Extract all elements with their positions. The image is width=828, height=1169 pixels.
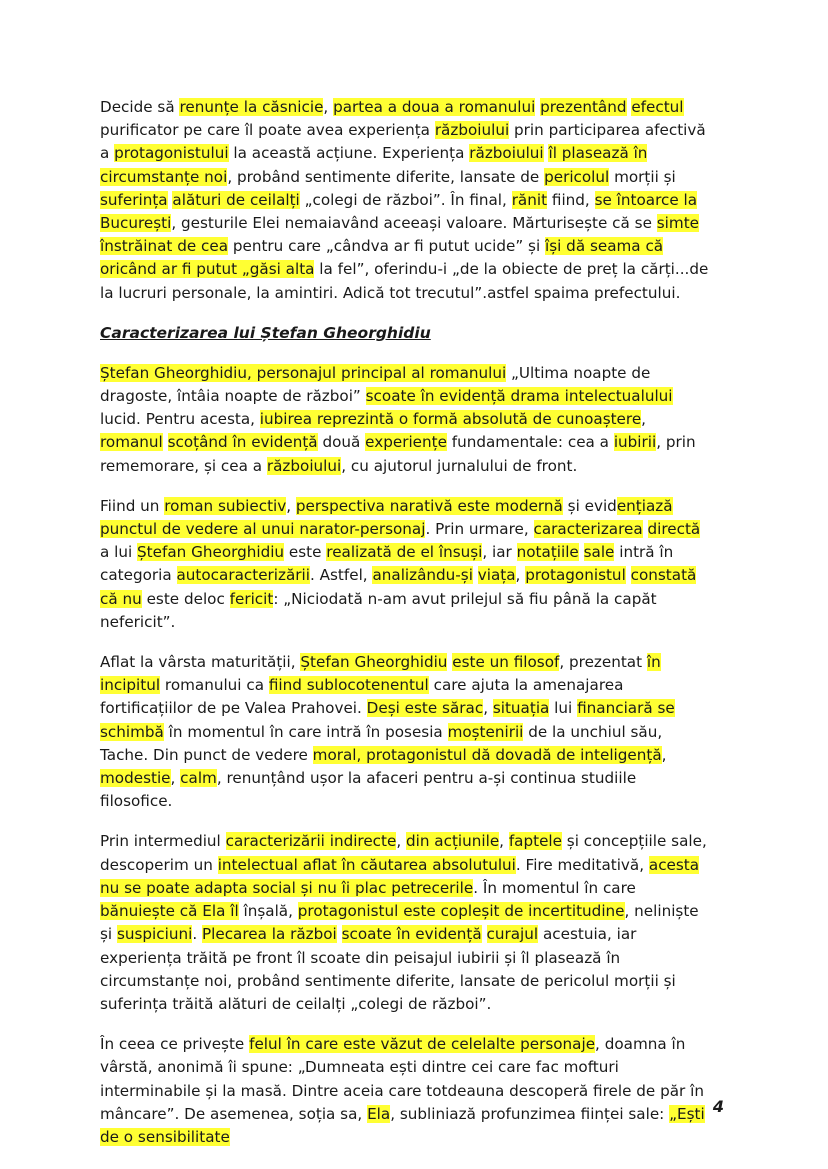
highlighted-text: „Ești de o sensibilitate — [100, 1104, 705, 1146]
text-run: a lui — [100, 543, 138, 562]
highlighted-text: iubirea reprezintă o formă absolută de cunoaștere — [259, 410, 642, 429]
highlighted-text: scoate în evidență drama intelectualului — [365, 387, 673, 406]
text-run: acestuia, iar experiența trăită pe front îl scoate din peisajul iubirii și îl plasează în circumstanțe noi, probând sentimente diferite, lansate de pericolul morții și suferința trăită alături de ceilalți „colegi de război”. — [100, 925, 676, 1013]
highlighted-text: directă — [647, 520, 701, 539]
text-run: , cu ajutorul jurnalului de front. — [341, 456, 578, 475]
highlighted-text: ențiază punctul de vedere al unui narator-personaj — [100, 496, 673, 539]
text-run — [163, 433, 168, 451]
highlighted-text: viața — [477, 566, 516, 585]
highlighted-text: romanul — [100, 433, 163, 452]
paragraph — [100, 651, 710, 813]
highlighted-text: partea a doua a romanului — [333, 98, 536, 116]
highlighted-text: din acțiunile — [405, 832, 500, 851]
highlighted-text: faptele — [508, 832, 562, 851]
text-run: de la unchiul său, Tache. Din punct de vedere — [100, 722, 663, 764]
text-run: în momentul în care intră în posesia — [163, 722, 448, 741]
paragraph — [100, 830, 710, 1016]
text-run: și concepțiile sale, descoperim un — [100, 832, 707, 874]
highlighted-text: în incipitul — [100, 653, 661, 695]
highlighted-text: fericit — [229, 589, 274, 608]
highlighted-text: scoțând în evidență — [167, 433, 318, 452]
text-run — [643, 520, 648, 538]
text-run: , gesturile Elei nemaiavând aceeași valoare. Mărturisește că se — [171, 214, 657, 233]
text-run: , iar — [482, 543, 517, 562]
text-run: intră în categoria — [100, 543, 674, 585]
highlighted-text: războiului — [266, 456, 342, 475]
highlighted-text: Ștefan Gheorghidiu, personajul principal al romanului — [100, 363, 507, 382]
highlighted-text: simte înstrăinat de cea — [100, 214, 699, 256]
text-run: morții și — [609, 167, 676, 186]
highlighted-text: realizată de el însuși — [326, 543, 483, 562]
text-run: , — [396, 832, 406, 851]
highlighted-text: își dă seama că oricând ar fi putut „găsi alta — [100, 237, 664, 279]
text-run: , doamna în vârstă, anonimă îi spune: „Dumneata ești dintre cei care fac mofturi interminabile și la masă. Dintre aceia care totdeauna descoperă firele de păr în mâncare”. De asemenea, soția sa, — [100, 1035, 704, 1123]
text-run: prin participarea afectivă a — [100, 121, 706, 163]
text-run: , — [641, 410, 646, 429]
highlighted-text: Deși este sărac — [366, 699, 484, 718]
text-run: , renunțând ușor la afaceri pentru a-și continua studiile filosofice. — [100, 769, 637, 811]
text-run — [337, 925, 342, 943]
highlighted-text: se întoarce la București — [100, 190, 698, 233]
text-run: : „Niciodată n-am avut prilejul să fiu până la capăt nefericit”. — [100, 589, 657, 631]
highlighted-text: Ela — [367, 1104, 391, 1123]
text-run: două — [317, 433, 366, 452]
highlighted-text: situația — [492, 699, 550, 718]
paragraph — [100, 495, 710, 634]
text-run: înșală, — [238, 902, 298, 921]
highlighted-text: alături de ceilalți — [172, 190, 300, 209]
highlighted-text: curajul — [486, 925, 539, 944]
highlighted-text: calm — [180, 769, 217, 788]
text-run: pentru care „cândva ar fi putut ucide” și — [228, 237, 545, 256]
highlighted-text: notațiile — [516, 543, 579, 562]
highlighted-text: constată — [630, 566, 697, 585]
text-run: , prin rememorare, și cea a — [100, 433, 696, 475]
highlighted-text: suferința — [100, 190, 168, 209]
text-run: lui — [549, 699, 578, 718]
text-run: , — [483, 699, 493, 718]
highlighted-text: scoate în evidență — [341, 925, 482, 944]
page-number: 4 — [712, 1097, 724, 1116]
text-run: care ajuta la amenajarea fortificațiilor de pe Valea Prahovei. — [100, 676, 624, 718]
text-run: , prezentat — [559, 653, 647, 672]
highlighted-text: moștenirii — [447, 722, 524, 741]
text-run: . Astfel, — [309, 566, 373, 585]
text-run: este — [284, 543, 327, 562]
highlighted-text: iubirii — [613, 433, 657, 452]
highlighted-text: moral, protagonistul dă dovadă de inteligență — [312, 745, 662, 764]
highlighted-text: felul în care este văzut de celelalte personaje — [249, 1035, 596, 1054]
text-run — [579, 543, 584, 561]
text-run: , — [661, 745, 667, 764]
text-run — [626, 566, 631, 584]
highlighted-text: Ștefan Gheorghidiu — [300, 653, 448, 672]
paragraph — [100, 1033, 710, 1149]
text-run: Caracterizarea lui Ștefan Gheorghidiu — [100, 323, 431, 342]
section-heading — [100, 322, 710, 345]
highlighted-text: efectul — [631, 98, 684, 116]
text-run: . Prin urmare, — [425, 520, 534, 539]
text-run: , subliniază profunzimea ființei sale: — [390, 1104, 670, 1123]
highlighted-text: bănuiește că Ela îl — [100, 902, 239, 921]
highlighted-text: autocaracterizării — [176, 566, 310, 585]
highlighted-text: experiențe — [365, 433, 447, 452]
highlighted-text: modestie — [100, 769, 171, 788]
highlighted-text: renunțe la căsnicie — [179, 98, 324, 116]
text-run: . În momentul în care — [473, 878, 636, 897]
highlighted-text: războiului — [469, 144, 544, 163]
text-run: . — [192, 925, 202, 944]
text-run: În ceea ce privește — [100, 1035, 250, 1054]
text-run: , — [170, 769, 181, 788]
highlighted-text: rănit — [511, 190, 548, 209]
text-run: romanului ca — [160, 676, 269, 695]
text-run: , neliniște și — [100, 902, 699, 944]
text-run: este deloc — [141, 589, 230, 608]
text-run: Decide să — [100, 98, 180, 116]
highlighted-text: Plecarea la război — [201, 925, 337, 944]
text-run: , — [515, 566, 526, 585]
text-run: la această acțiune. Experiența — [228, 144, 470, 163]
paragraph — [100, 96, 710, 305]
highlighted-text: intelectual aflat în căutarea absolutului — [217, 855, 516, 874]
text-run: fiind, — [547, 190, 595, 209]
text-run: „Ultima noapte de dragoste, întâia noapte de război” — [100, 363, 651, 406]
text-run: Aflat la vârsta maturității, — [100, 653, 301, 672]
highlighted-text: războiului — [434, 121, 510, 140]
highlighted-text: prezentând — [540, 98, 627, 116]
highlighted-text: perspectiva narativă este modernă — [295, 496, 563, 515]
highlighted-text: protagonistului — [114, 144, 229, 163]
highlighted-text: acesta nu se poate adapta social și nu îi plac petrecerile — [100, 855, 700, 897]
highlighted-text: fiind sublocotenentul — [268, 676, 429, 695]
text-run: , — [286, 496, 296, 515]
highlighted-text: protagonistul este copleșit de incertitudine — [297, 902, 625, 921]
highlighted-text: suspiciuni — [116, 925, 193, 944]
highlighted-text: caracterizarea — [533, 520, 643, 539]
text-run: , — [499, 832, 509, 851]
document-page — [100, 96, 710, 1166]
text-run: , — [323, 98, 334, 116]
text-run: . Fire meditativă, — [515, 855, 649, 874]
text-run: purificator pe care îl poate avea experiența — [100, 121, 435, 140]
highlighted-text: roman subiectiv — [164, 496, 287, 515]
text-run: Prin intermediul — [100, 832, 226, 851]
highlighted-text: sale — [583, 543, 615, 562]
highlighted-text: Ștefan Gheorghidiu — [137, 543, 285, 562]
highlighted-text: îl plasează în circumstanțe noi — [100, 144, 648, 186]
highlighted-text: pericolul — [544, 167, 610, 186]
highlighted-text: caracterizării indirecte — [225, 832, 397, 851]
text-run: , probând sentimente diferite, lansate de — [227, 167, 545, 186]
highlighted-text: protagonistul — [525, 566, 626, 585]
text-run: la fel”, oferindu-i „de la obiecte de preț la cărți...de la lucruri personale, la amintiri. Adică tot trecutul”.astfel spaima prefectului. — [100, 260, 709, 302]
highlighted-text: financiară se schimbă — [100, 699, 675, 741]
text-run: Fiind un — [100, 496, 165, 515]
text-run: lucid. Pentru acesta, — [100, 410, 260, 429]
text-run: fundamentale: cea a — [446, 433, 614, 452]
paragraph — [100, 362, 710, 478]
highlighted-text: analizându-și — [372, 566, 473, 585]
text-run: „colegi de război”. În final, — [299, 190, 512, 209]
text-run: și evid — [562, 496, 617, 515]
text-run — [482, 925, 487, 943]
highlighted-text: că nu — [100, 589, 142, 608]
highlighted-text: este un filosof — [452, 653, 560, 672]
